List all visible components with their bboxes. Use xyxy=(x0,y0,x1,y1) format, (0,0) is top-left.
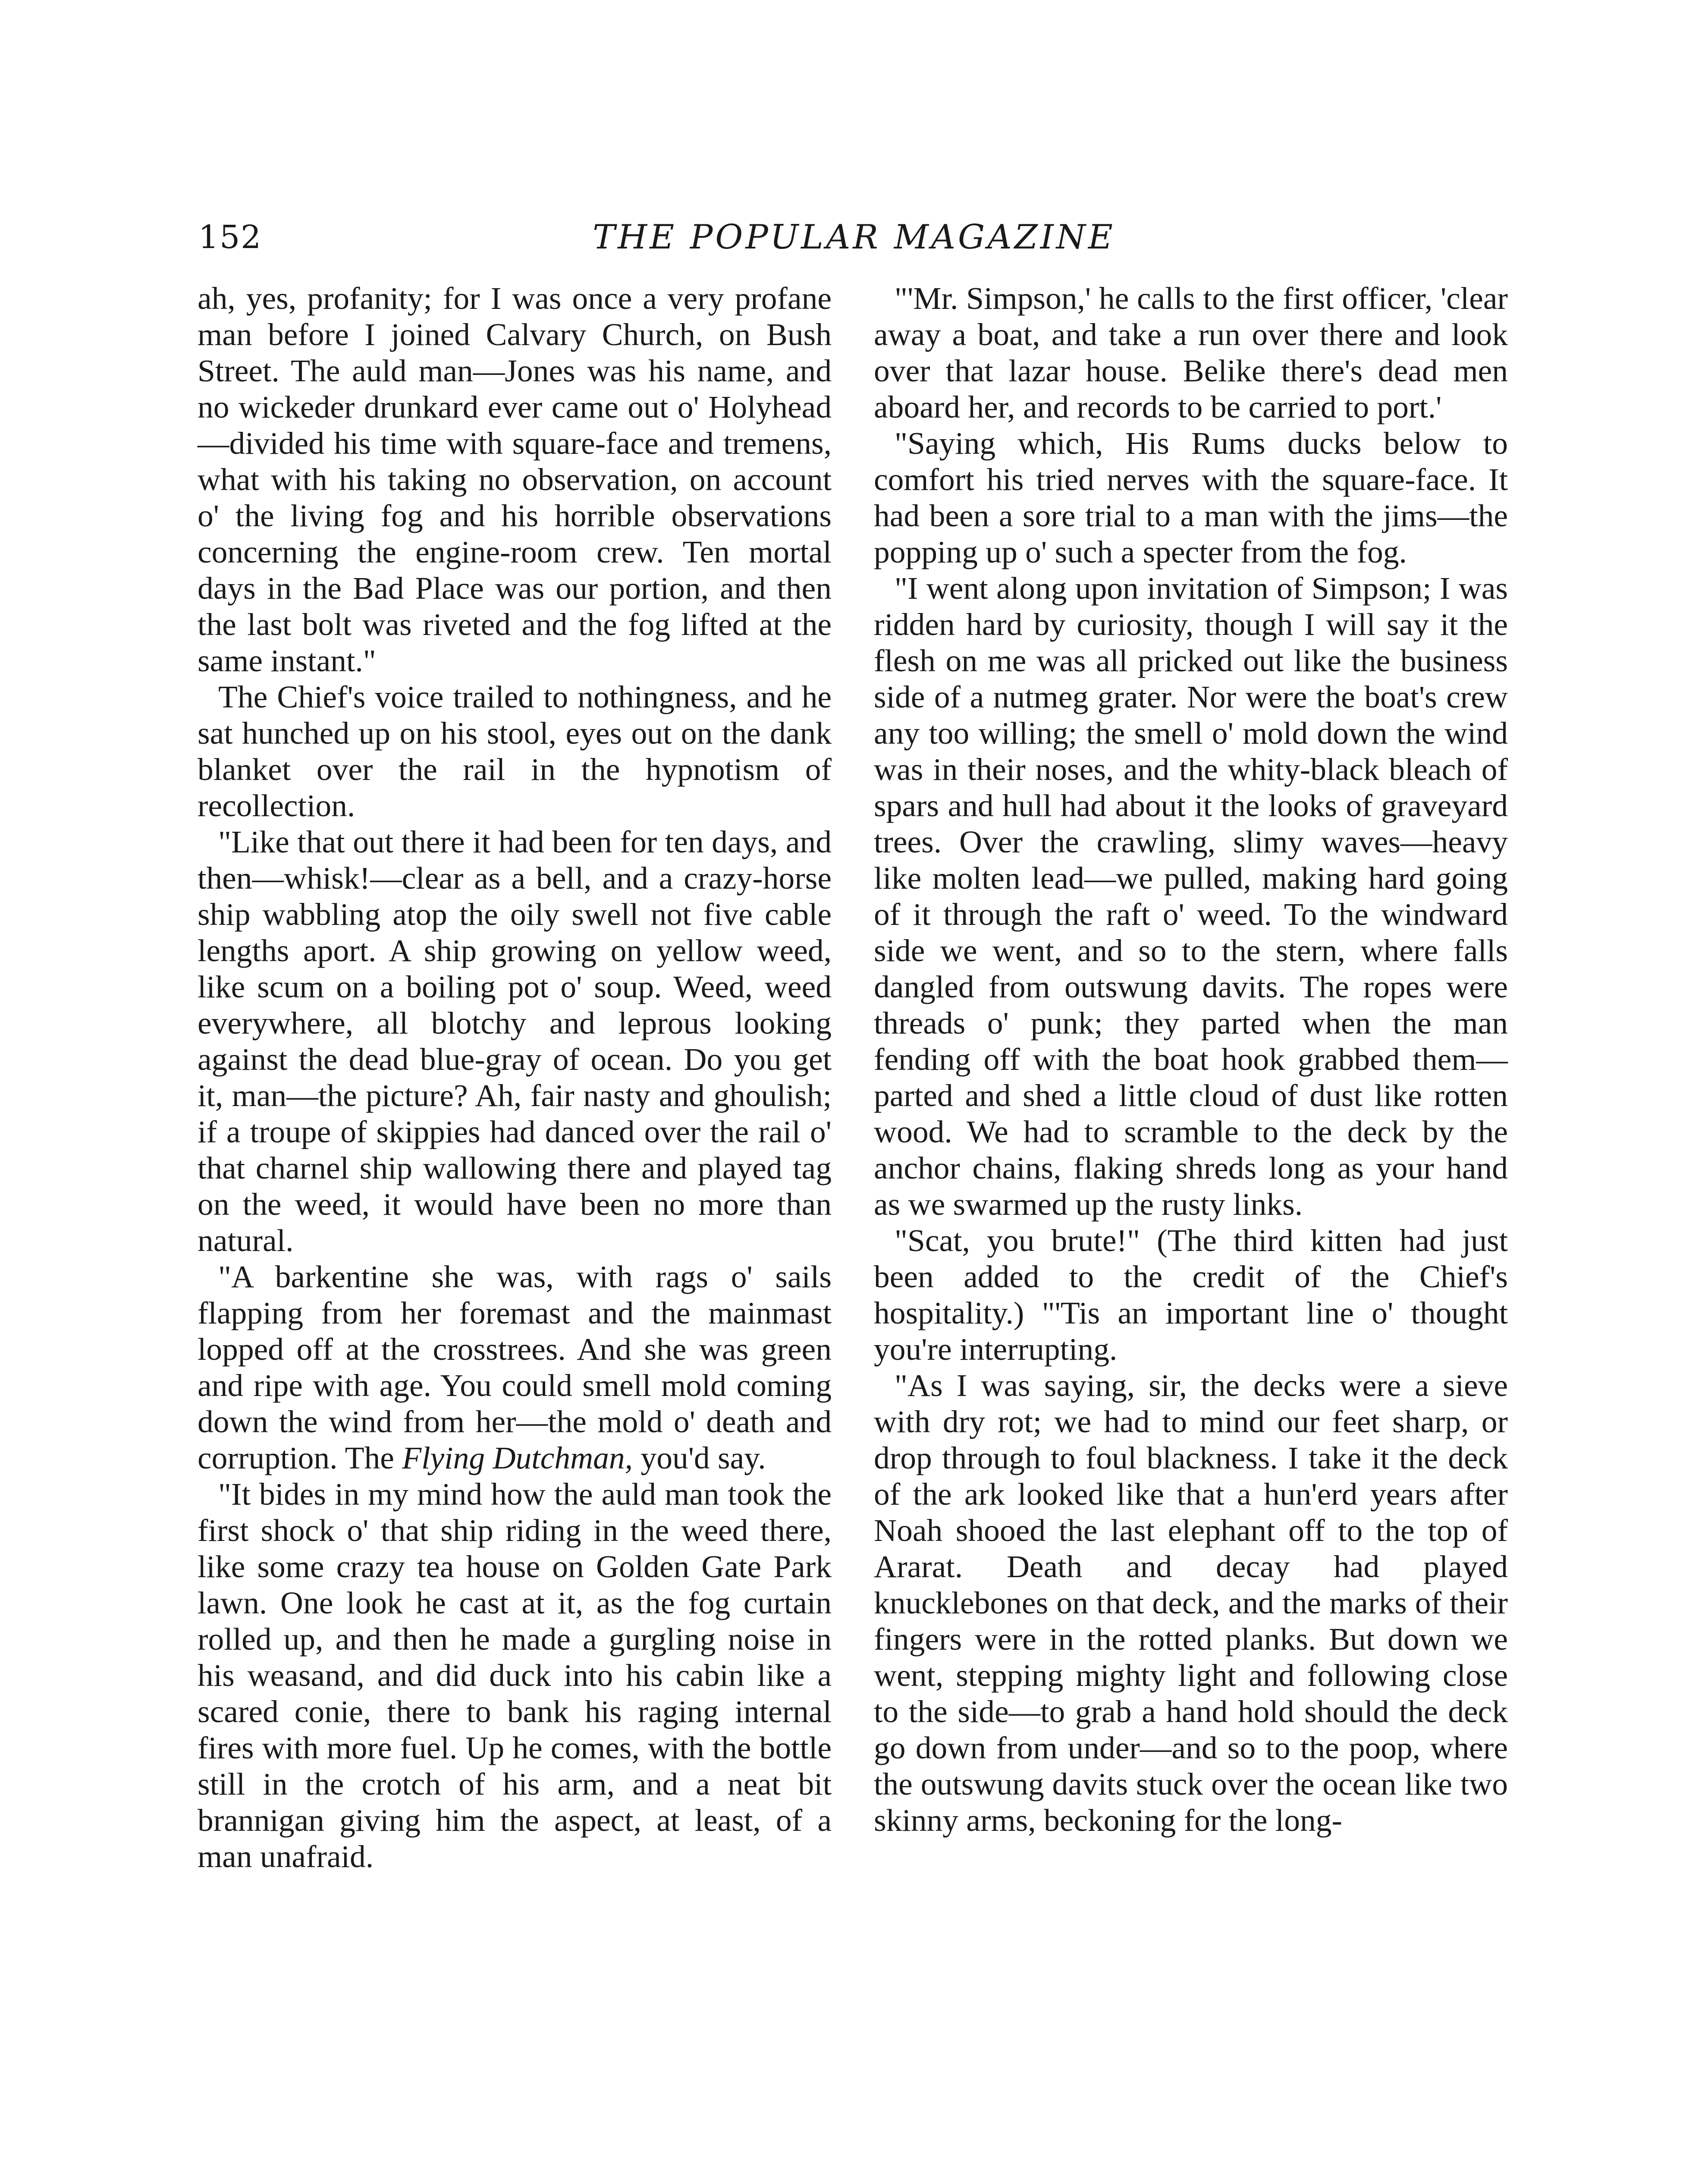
paragraph: "Like that out there it had been for ten days, and then—whisk!—clear as a bell, and a crazy-horse ship wabbling atop the oily swell not five cable lengths aport. A ship growing on yellow weed, like scum on a boiling pot o' soup. Weed, weed everywhere, all blotchy and leprous looking against the dead blue-gray of ocean. Do you get it, man—the picture? Ah, fair nasty and ghoulish; if a troupe of skippies had danced over the rail o' that charnel ship wallowing there and played tag on the weed, it would have been no more than natural. xyxy=(198,824,832,1258)
page-number: 152 xyxy=(198,219,262,256)
italic-ship-name: Flying Dutchman, xyxy=(402,1440,633,1475)
paragraph: "It bides in my mind how the auld man took the first shock o' that ship riding in the weed there, like some crazy tea house on Golden Gate Park lawn. One look he cast at it, as the fog curtain rolled up, and then he made a gurgling noise in his weasand, and did duck into his cabin like a scared conie, there to bank his raging internal fires with more fuel. Up he comes, with the bottle still in the crotch of his arm, and a neat bit brannigan giving him the aspect, at least, of a man unafraid. xyxy=(198,1477,832,1874)
paragraph: "I went along upon invitation of Simpson; I was ridden hard by curiosity, though I will say it the flesh on me was all pricked out like the business side of a nutmeg grater. Nor were the boat's crew any too willing; the smell o' mold down the wind was in their noses, and the whity-black bleach of spars and hull had about it the looks of graveyard trees. Over the crawling, slimy waves—heavy like molten lead—we pulled, making hard going of it through the raft o' weed. To the windward side we went, and so to the stern, where falls dangled from outswung davits. The ropes were threads o' punk; they parted when the man fending off with the boat hook grabbed them—parted and shed a little cloud of dust like rotten wood. We had to scramble to the deck by the anchor chains, flaking shreds long as your hand as we swarmed up the rusty links. xyxy=(874,571,1508,1222)
paragraph xyxy=(198,1259,832,1476)
right-column xyxy=(874,280,1508,1839)
left-column xyxy=(198,280,832,1875)
paragraph: "Scat, you brute!" (The third kitten had just been added to the credit of the Chief's hospitality.) "'Tis an important line o' thought you're interrupting. xyxy=(874,1223,1508,1367)
paragraph-text: "A barkentine she was, with rags o' sails flapping from her foremast and the mainmast lopped off at the crosstrees. And she was green and ripe with age. You could smell mold coming down the wind from her—the mold o' death and corruption. The xyxy=(198,1259,832,1475)
page-header xyxy=(198,207,1510,267)
running-title: THE POPULAR MAGAZINE xyxy=(593,218,1115,257)
paragraph: The Chief's voice trailed to nothingness, and he sat hunched up on his stool, eyes out on the dank blanket over the rail in the hypnotism of recollection. xyxy=(198,679,832,823)
paragraph-text: you'd say. xyxy=(640,1440,766,1475)
paragraph: "'Mr. Simpson,' he calls to the first officer, 'clear away a boat, and take a run over there and look over that lazar house. Belike there's dead men aboard her, and records to be carried to port.' xyxy=(874,281,1508,424)
paragraph: "Saying which, His Rums ducks below to comfort his tried nerves with the square-face. It had been a sore trial to a man with the jims—the popping up o' such a specter from the fog. xyxy=(874,426,1508,569)
paragraph: "As I was saying, sir, the decks were a sieve with dry rot; we had to mind our feet sharp, or drop through to foul blackness. I take it the deck of the ark looked like that a hun'erd years after Noah shooed the last elephant off to the top of Ararat. Death and decay had played knucklebones on that deck, and the marks of their fingers were in the rotted planks. But down we went, stepping mighty light and following close to the side—to grab a hand hold should the deck go down from under—and so to the poop, where the outswung davits stuck over the ocean like two skinny arms, beckoning for the long- xyxy=(874,1368,1508,1838)
paragraph: ah, yes, profanity; for I was once a very profane man before I joined Calvary Church, on Bush Street. The auld man—Jones was his name, and no wickeder drunkard ever came out o' Holyhead—divided his time with square-face and tremens, what with his taking no observation, on account o' the living fog and his horrible observations concerning the engine-room crew. Ten mortal days in the Bad Place was our portion, and then the last bolt was riveted and the fog lifted at the same instant." xyxy=(198,281,832,678)
